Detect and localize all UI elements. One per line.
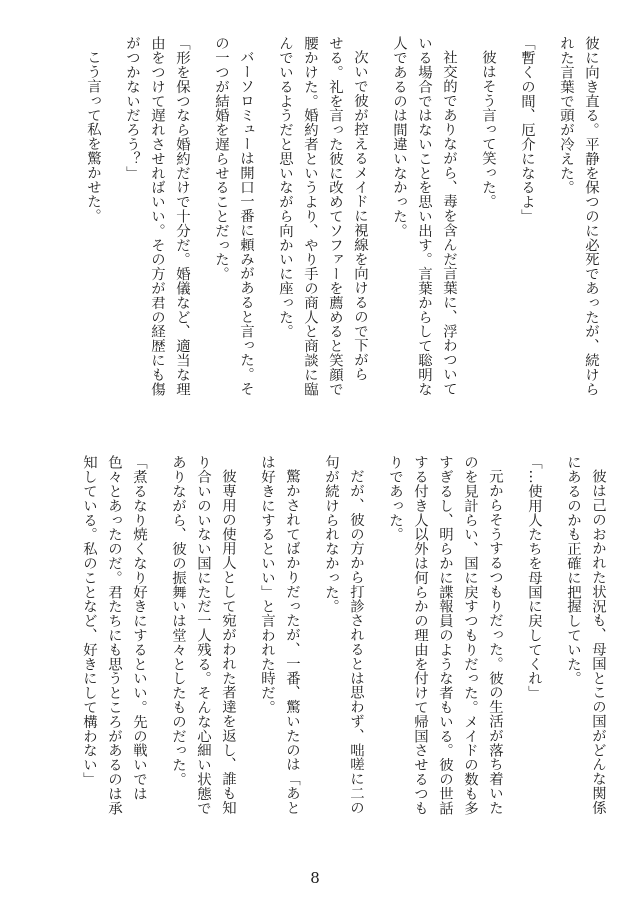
text-line: 由をつけて遅れさせればいい。その方が君の経歴にも傷 xyxy=(149,36,165,396)
text-line: いる場合ではないことを思い出す。言葉からして聡明な xyxy=(416,36,432,396)
text-line: 彼に向き直る。平静を保つのに必死であったが、続けら xyxy=(583,36,599,396)
text-line: 人であるのは間違いなかった。 xyxy=(391,36,407,238)
text-line: 「…使用人たちを母国に戻してくれ」 xyxy=(526,455,542,700)
paragraph xyxy=(553,36,603,398)
text-line: りであった。 xyxy=(387,455,403,542)
paragraph xyxy=(208,36,258,398)
dialogue-paragraph xyxy=(514,36,539,398)
paragraph xyxy=(272,36,372,398)
dialogue-paragraph xyxy=(521,455,546,817)
text-line: 句が続けられなかった。 xyxy=(323,455,339,614)
text-line: せる。礼を言った彼に改めてソファーを薦めると笑顔で xyxy=(327,36,343,396)
dialogue-paragraph xyxy=(76,455,151,817)
text-line: バーソロミューは開口一番に頼みがあると言った。そ xyxy=(238,50,254,396)
text-line: 社交的でありながら、毒を含んだ言葉に、浮わついて xyxy=(441,50,457,396)
text-line: ありながら、彼の振舞いは堂々としたものだった。 xyxy=(170,455,186,787)
text-line: 彼は己のおかれた状況も、母国とこの国がどんな関係 xyxy=(590,469,606,815)
text-line: する付き人以外は何らかの理由を付けて帰国させるつも xyxy=(412,455,428,815)
bottom-text-block xyxy=(76,455,610,817)
text-line: のを見計らい、国に戻すつもりだった。メイドの数も多 xyxy=(462,455,478,815)
paragraph xyxy=(560,455,610,817)
paragraph xyxy=(254,455,304,817)
text-line: 「暫くの間、厄介になるよ」 xyxy=(519,36,535,224)
text-line: り合いのいない国にただ一人残る。そんな心細い状態で xyxy=(195,455,211,815)
text-line: 元からそうするつもりだった。彼の生活が落ち着いた xyxy=(487,469,503,815)
text-line: 知している。私のことなど、好きにして構わない」 xyxy=(81,455,97,787)
paragraph xyxy=(318,455,368,817)
text-line: 腰かけた。婚約者というより、やり手の商人と商談に臨 xyxy=(302,36,318,396)
paragraph xyxy=(386,36,461,398)
text-line: 彼はそう言って笑った。 xyxy=(480,50,496,209)
dialogue-paragraph xyxy=(119,36,194,398)
text-line: の一つが結婚を遅らせることだった。 xyxy=(213,36,229,281)
page-number: 8 xyxy=(310,869,320,887)
text-line: だが、彼の方から打診されるとは思わず、咄嗟に二の xyxy=(348,469,364,815)
paragraph xyxy=(382,455,507,817)
text-line: にあるのかも正確に把握していた。 xyxy=(565,455,581,686)
text-line: 「煮るなり焼くなり好きにするといい。先の戦いでは xyxy=(131,455,147,801)
paragraph xyxy=(475,36,500,398)
text-line: れた言葉で頭が冷えた。 xyxy=(558,36,574,195)
text-line: 色々とあったのだ。君たちにも思うところがあるのは承 xyxy=(106,455,122,815)
text-line: んでいるようだと思いながら向かいに座った。 xyxy=(277,36,293,339)
top-text-block xyxy=(80,36,603,398)
text-line: 「形を保つなら婚約だけで十分だ。婚儀など、適当な理 xyxy=(174,36,190,396)
text-line: 驚かされてばかりだったが、一番、驚いたのは「あと xyxy=(284,469,300,815)
text-line: すぎるし、明らかに諜報員のような者もいる。彼の世話 xyxy=(437,455,453,815)
text-line: 彼専用の使用人として宛がわれた者達を返し、誰も知 xyxy=(220,469,236,815)
text-line: がつかないだろう？」 xyxy=(124,36,140,180)
text-line: こう言って私を驚かせた。 xyxy=(85,50,101,224)
text-line: 次いで彼が控えるメイドに視線を向けるので下がら xyxy=(352,50,368,382)
text-line: は好きにするといい」と言われた時だ。 xyxy=(259,455,275,715)
paragraph xyxy=(165,455,240,817)
paragraph xyxy=(80,36,105,398)
